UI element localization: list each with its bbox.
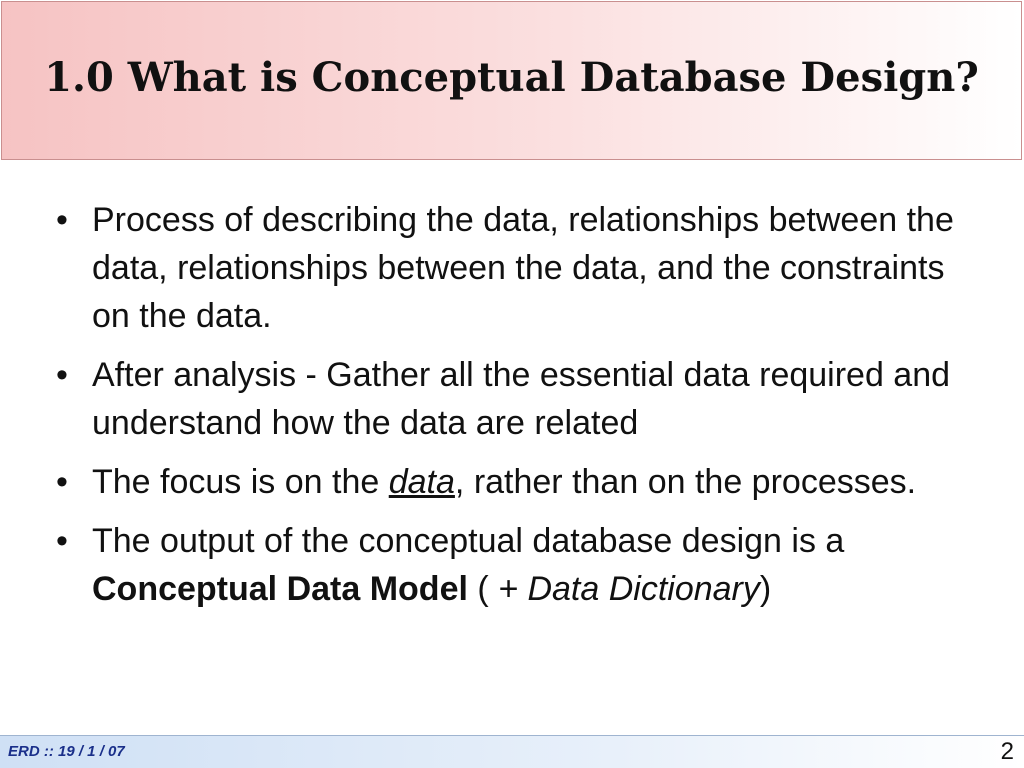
bullet-marker: • [56,463,68,501]
bullet-text-middle: ( [467,570,499,608]
bullet-emphasis: data [388,463,455,501]
bullet-marker: • [56,522,68,560]
bullet-italic-term: + Data Dictionary [498,570,760,608]
slide-title: 1.0 What is Conceptual Database Design? [44,54,979,101]
bullet-text: Process of describing the data, relationships between the data, relationships between the data, and the constraints on the data. [92,201,954,335]
bullet-marker: • [56,201,68,239]
bullet-text-after: ) [759,570,772,608]
bullet-text-before: The focus is on the [92,463,389,501]
bullet-bold-term: Conceptual Data Model [92,570,468,608]
bullet-item [56,351,986,447]
bullet-item [56,517,986,613]
footer-band [0,735,1024,768]
page-number: 2 [1000,738,1014,765]
bullet-item [56,196,986,340]
bullet-text-before: The output of the conceptual database design is a [92,522,845,560]
bullet-marker: • [56,356,68,394]
bullet-text: After analysis - Gather all the essential data required and understand how the data are related [92,356,951,442]
bullet-item [56,458,986,506]
bullet-text-after: , rather than on the processes. [454,463,917,501]
footer-label: ERD :: 19 / 1 / 07 [8,743,125,760]
title-band [1,1,1022,160]
bullet-list [56,196,986,624]
